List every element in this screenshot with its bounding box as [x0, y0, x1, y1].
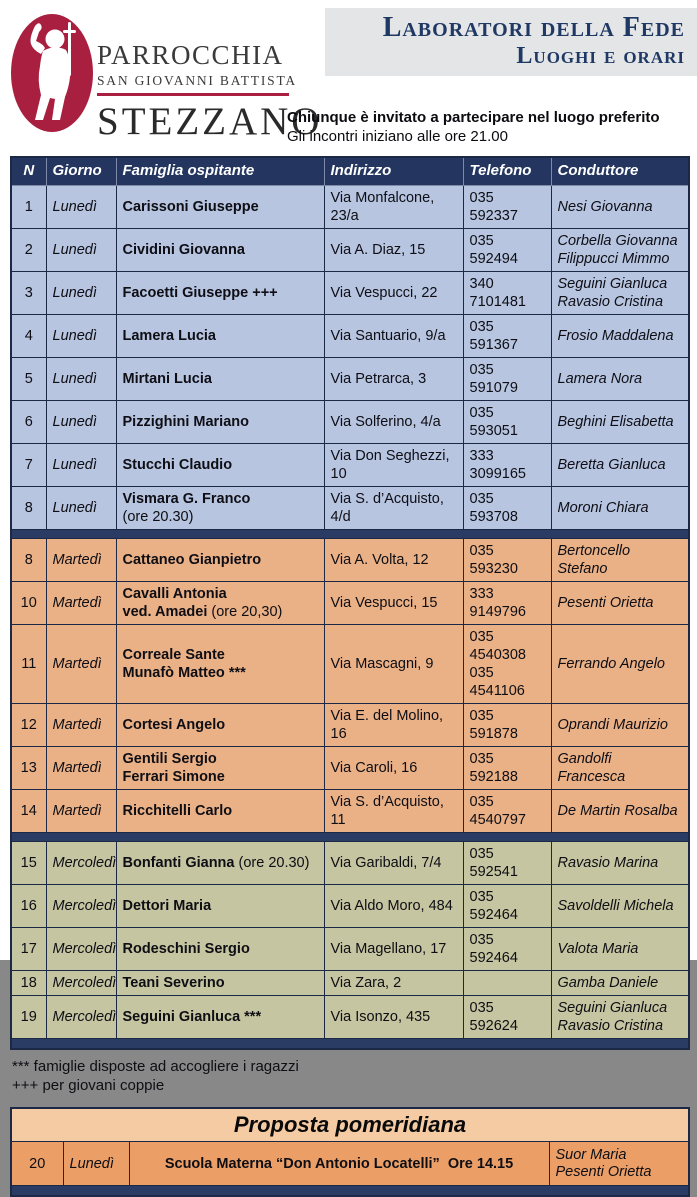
cell-host-family: Seguini Gianluca ***	[116, 995, 324, 1038]
cell-phone: 035 592541	[463, 841, 551, 884]
cell-address: Via Petrarca, 3	[324, 357, 463, 400]
cell-number: 17	[11, 927, 46, 970]
cell-number: 8	[11, 486, 46, 529]
proposta-cell-leader	[549, 1142, 689, 1186]
cell-leader: De Martin Rosalba	[551, 789, 689, 832]
section-separator	[11, 1038, 689, 1049]
proposta-title-row	[11, 1108, 689, 1142]
cell-number: 3	[11, 271, 46, 314]
section-separator	[11, 529, 689, 538]
cell-number: 14	[11, 789, 46, 832]
header-cell-famiglia: Famiglia ospitante	[116, 157, 324, 185]
cell-address: Via Magellano, 17	[324, 927, 463, 970]
cell-host-family: Ricchitelli Carlo	[116, 789, 324, 832]
footnote-coppie: +++ per giovani coppie	[12, 1077, 165, 1094]
cell-number: 12	[11, 703, 46, 746]
cell-leader: Seguini Gianluca Ravasio Cristina	[551, 271, 689, 314]
section-separator	[11, 832, 689, 841]
cell-leader: Frosio Maddalena	[551, 314, 689, 357]
cell-address: Via Caroli, 16	[324, 746, 463, 789]
cell-leader: Beretta Gianluca	[551, 443, 689, 486]
table-row	[11, 995, 689, 1038]
table-row	[11, 970, 689, 995]
cell-number: 15	[11, 841, 46, 884]
cell-number: 6	[11, 400, 46, 443]
schedule-table-body	[11, 185, 689, 1049]
cell-day: Martedì	[46, 789, 116, 832]
cell-leader: Gandolfi Francesca	[551, 746, 689, 789]
cell-host-family: Stucchi Claudio	[116, 443, 324, 486]
schedule-table-header	[11, 157, 689, 185]
cell-number: 2	[11, 228, 46, 271]
cell-number: 13	[11, 746, 46, 789]
parish-city: STEZZANO	[97, 99, 323, 143]
table-row	[11, 841, 689, 884]
cell-host-family: Gentili Sergio Ferrari Simone	[116, 746, 324, 789]
cell-day: Lunedì	[46, 228, 116, 271]
cell-number: 10	[11, 581, 46, 624]
cell-phone: 035 592624	[463, 995, 551, 1038]
cell-host-family: Mirtani Lucia	[116, 357, 324, 400]
header-cell-telefono: Telefono	[463, 157, 551, 185]
table-row	[11, 185, 689, 228]
intro-line-1: Chiunque è invitato a partecipare nel luogo preferito	[287, 109, 660, 126]
cell-leader: Moroni Chiara	[551, 486, 689, 529]
footnote-ragazzi: *** famiglie disposte ad accogliere i ragazzi	[12, 1058, 299, 1075]
proposta-table	[10, 1107, 690, 1197]
table-row	[11, 228, 689, 271]
cell-phone	[463, 970, 551, 995]
cell-phone: 035 592188	[463, 746, 551, 789]
cell-leader: Nesi Giovanna	[551, 185, 689, 228]
cell-phone: 035 4540797	[463, 789, 551, 832]
cell-phone: 035 592337	[463, 185, 551, 228]
proposta-title: Proposta pomeridiana	[11, 1108, 689, 1142]
cell-host-family: Cavalli Antonia ved. Amadei (ore 20,30)	[116, 581, 324, 624]
cell-address: Via Aldo Moro, 484	[324, 884, 463, 927]
cell-day: Martedì	[46, 746, 116, 789]
red-divider	[97, 93, 289, 96]
intro-line-2: Gli incontri iniziano alle ore 21.00	[287, 128, 508, 145]
cell-host-family: Pizzighini Mariano	[116, 400, 324, 443]
header-cell-indirizzo: Indirizzo	[324, 157, 463, 185]
cell-day: Mercoledì	[46, 884, 116, 927]
proposta-leader-2: Pesenti Orietta	[555, 1163, 652, 1180]
cell-leader: Ferrando Angelo	[551, 624, 689, 703]
table-row	[11, 746, 689, 789]
table-row	[11, 538, 689, 581]
cell-host-family: Cortesi Angelo	[116, 703, 324, 746]
cell-address: Via E. del Molino, 16	[324, 703, 463, 746]
cell-host-family: Cattaneo Gianpietro	[116, 538, 324, 581]
cell-day: Mercoledì	[46, 841, 116, 884]
cell-day: Lunedì	[46, 486, 116, 529]
cell-phone: 035 591878	[463, 703, 551, 746]
cell-address: Via Isonzo, 435	[324, 995, 463, 1038]
intro-text	[287, 108, 660, 146]
cell-number: 11	[11, 624, 46, 703]
cell-address: Via A. Volta, 12	[324, 538, 463, 581]
cell-number: 19	[11, 995, 46, 1038]
table-row	[11, 486, 689, 529]
cell-phone: 035 593708	[463, 486, 551, 529]
table-row	[11, 581, 689, 624]
cell-leader: Valota Maria	[551, 927, 689, 970]
cell-day: Martedì	[46, 703, 116, 746]
cell-host-family: Rodeschini Sergio	[116, 927, 324, 970]
cell-leader: Ravasio Marina	[551, 841, 689, 884]
cell-leader: Lamera Nora	[551, 357, 689, 400]
cell-number: 18	[11, 970, 46, 995]
header-cell-giorno: Giorno	[46, 157, 116, 185]
cell-host-family: Cividini Giovanna	[116, 228, 324, 271]
cell-phone: 035 593051	[463, 400, 551, 443]
proposta-cell-location: Scuola Materna “Don Antonio Locatelli” Ore 14.15	[129, 1142, 549, 1186]
cell-phone: 035 593230	[463, 538, 551, 581]
table-row	[11, 624, 689, 703]
cell-number: 5	[11, 357, 46, 400]
proposta-cell-number: 20	[11, 1142, 63, 1186]
cell-day: Mercoledì	[46, 970, 116, 995]
table-row	[11, 271, 689, 314]
cell-host-family: Bonfanti Gianna (ore 20.30)	[116, 841, 324, 884]
cell-number: 1	[11, 185, 46, 228]
cell-host-family: Vismara G. Franco (ore 20.30)	[116, 486, 324, 529]
parish-name: PARROCCHIA	[97, 40, 284, 70]
cell-address: Via Vespucci, 15	[324, 581, 463, 624]
table-row	[11, 314, 689, 357]
cell-day: Martedì	[46, 624, 116, 703]
cell-phone: 333 9149796	[463, 581, 551, 624]
proposta-leader-1: Suor Maria	[555, 1146, 627, 1163]
page-subtitle: Luoghi e orari	[516, 43, 685, 69]
cell-phone: 035 591367	[463, 314, 551, 357]
table-row	[11, 703, 689, 746]
cell-leader: Savoldelli Michela	[551, 884, 689, 927]
cell-number: 8	[11, 538, 46, 581]
header-cell-conduttore: Conduttore	[551, 157, 689, 185]
cell-address: Via Solferino, 4/a	[324, 400, 463, 443]
cell-address: Via Garibaldi, 7/4	[324, 841, 463, 884]
cell-phone: 035 591079	[463, 357, 551, 400]
cell-leader: Corbella Giovanna Filippucci Mimmo	[551, 228, 689, 271]
masthead	[0, 0, 697, 156]
schedule-table	[10, 156, 690, 1050]
cell-day: Martedì	[46, 581, 116, 624]
footnotes	[12, 1057, 697, 1095]
cell-address: Via Santuario, 9/a	[324, 314, 463, 357]
table-row	[11, 443, 689, 486]
cell-host-family: Lamera Lucia	[116, 314, 324, 357]
cell-leader: Bertoncello Stefano	[551, 538, 689, 581]
cell-address: Via Mascagni, 9	[324, 624, 463, 703]
table-row	[11, 884, 689, 927]
cell-host-family: Dettori Maria	[116, 884, 324, 927]
title-banner	[325, 8, 697, 76]
cell-day: Mercoledì	[46, 927, 116, 970]
cell-leader: Gamba Daniele	[551, 970, 689, 995]
cell-address: Via Vespucci, 22	[324, 271, 463, 314]
cell-address: Via A. Diaz, 15	[324, 228, 463, 271]
cell-phone: 035 4540308 035 4541106	[463, 624, 551, 703]
cell-leader: Beghini Elisabetta	[551, 400, 689, 443]
cell-number: 4	[11, 314, 46, 357]
cell-day: Lunedì	[46, 443, 116, 486]
table-row	[11, 927, 689, 970]
cell-host-family: Carissoni Giuseppe	[116, 185, 324, 228]
table-row	[11, 400, 689, 443]
cell-address: Via Monfalcone, 23/a	[324, 185, 463, 228]
cell-number: 16	[11, 884, 46, 927]
proposta-cell-day: Lunedì	[63, 1142, 129, 1186]
header-cell-n: N	[11, 157, 46, 185]
parish-subname: SAN GIOVANNI BATTISTA	[97, 73, 297, 88]
proposta-bottom-bar	[11, 1186, 689, 1196]
cell-day: Mercoledì	[46, 995, 116, 1038]
cell-host-family: Correale Sante Munafò Matteo ***	[116, 624, 324, 703]
cell-leader: Oprandi Maurizio	[551, 703, 689, 746]
cell-day: Lunedì	[46, 271, 116, 314]
parish-logo	[8, 10, 96, 136]
cell-phone: 035 592464	[463, 884, 551, 927]
cell-address: Via S. d’Acquisto, 11	[324, 789, 463, 832]
cell-day: Martedì	[46, 538, 116, 581]
cell-phone: 035 592464	[463, 927, 551, 970]
cell-phone: 035 592494	[463, 228, 551, 271]
cell-leader: Pesenti Orietta	[551, 581, 689, 624]
cell-host-family: Facoetti Giuseppe +++	[116, 271, 324, 314]
cell-number: 7	[11, 443, 46, 486]
page-title: Laboratori della Fede	[382, 12, 685, 43]
cell-leader: Seguini Gianluca Ravasio Cristina	[551, 995, 689, 1038]
cell-day: Lunedì	[46, 400, 116, 443]
cell-host-family: Teani Severino	[116, 970, 324, 995]
cell-phone: 340 7101481	[463, 271, 551, 314]
table-row	[11, 789, 689, 832]
table-row	[11, 357, 689, 400]
cell-address: Via S. d’Acquisto, 4/d	[324, 486, 463, 529]
cell-address: Via Don Seghezzi, 10	[324, 443, 463, 486]
proposta-data-row	[11, 1142, 689, 1186]
cell-phone: 333 3099165	[463, 443, 551, 486]
cell-address: Via Zara, 2	[324, 970, 463, 995]
cell-day: Lunedì	[46, 357, 116, 400]
cell-day: Lunedì	[46, 314, 116, 357]
cell-day: Lunedì	[46, 185, 116, 228]
